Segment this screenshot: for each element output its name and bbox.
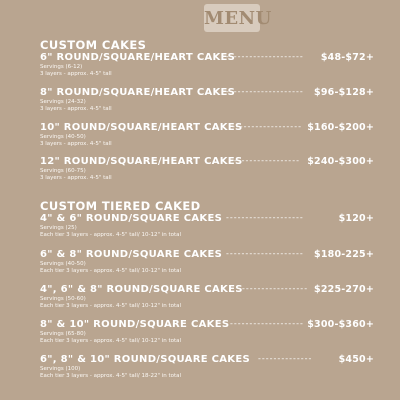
item-price: $300-$360+: [307, 319, 374, 330]
item-price: $450+: [338, 354, 374, 365]
item-price: $180-225+: [314, 249, 374, 260]
item-details: Each tier 3 layers - approx. 4-5" tall/ 10-12" in total: [40, 303, 182, 309]
item-name: 8" & 10" ROUND/SQUARE CAKES: [40, 319, 230, 330]
item-details: 3 layers - approx. 4-5" tall: [40, 71, 112, 77]
item-details: Each tier 3 layers - approx. 4-5" tall/ 10-12" in total: [40, 268, 182, 274]
item-price: $96-$128+: [314, 87, 374, 98]
dotted-leader: --------------------: [226, 87, 304, 96]
menu-heading: MENU: [204, 4, 260, 32]
menu-item: [40, 319, 374, 345]
menu-item: [40, 156, 374, 182]
item-price: $240-$300+: [307, 156, 374, 167]
item-details: 3 layers - approx. 4-5" tall: [40, 141, 112, 147]
dotted-leader: --------------------: [226, 213, 304, 222]
item-servings: Servings (6-12): [40, 64, 83, 70]
menu-item: [40, 87, 374, 113]
item-price: $120+: [338, 213, 374, 224]
item-details: Each tier 3 layers - approx. 4-5" tall/ 10-12" in total: [40, 232, 182, 238]
item-name: 4" & 6" ROUND/SQUARE CAKES: [40, 213, 223, 224]
item-details: Each tier 3 layers - approx. 4-5" tall/ 18-22" in total: [40, 373, 182, 379]
item-name: 10" ROUND/SQUARE/HEART CAKES: [40, 122, 243, 133]
item-name: 6", 8" & 10" ROUND/SQUARE CAKES: [40, 354, 250, 365]
dotted-leader: ------------------: [230, 156, 300, 165]
item-name: 6" ROUND/SQUARE/HEART CAKES: [40, 52, 236, 63]
dotted-leader: ------------------: [232, 122, 302, 131]
item-price: $160-$200+: [307, 122, 374, 133]
item-price: $225-270+: [314, 284, 374, 295]
menu-item: [40, 354, 374, 380]
menu-item: [40, 52, 374, 78]
item-servings: Servings (100): [40, 366, 81, 372]
menu-item: [40, 122, 374, 148]
menu-item: [40, 284, 374, 310]
menu-item: [40, 213, 374, 239]
item-name: 6" & 8" ROUND/SQUARE CAKES: [40, 249, 223, 260]
item-servings: Servings (40-50): [40, 261, 86, 267]
section-title-custom-cakes: CUSTOM CAKES: [40, 38, 147, 52]
item-servings: Servings (65-80): [40, 331, 86, 337]
item-name: 4", 6" & 8" ROUND/SQUARE CAKES: [40, 284, 243, 295]
section-title-custom-tiered: CUSTOM TIERED CAKED: [40, 199, 201, 213]
item-details: Each tier 3 layers - approx. 4-5" tall/ 10-12" in total: [40, 338, 182, 344]
dotted-leader: --------------: [258, 354, 313, 363]
item-price: $48-$72+: [320, 52, 374, 63]
item-servings: Servings (40-50): [40, 134, 86, 140]
item-name: 12" ROUND/SQUARE/HEART CAKES: [40, 156, 243, 167]
menu-item: [40, 249, 374, 275]
item-details: 3 layers - approx. 4-5" tall: [40, 106, 112, 112]
item-servings: Servings (50-60): [40, 296, 86, 302]
item-servings: Servings (25): [40, 225, 77, 231]
dotted-leader: --------------------: [226, 52, 304, 61]
dotted-leader: -----------------: [242, 284, 309, 293]
dotted-leader: -------------------: [230, 319, 304, 328]
item-servings: Servings (24-32): [40, 99, 86, 105]
item-name: 8" ROUND/SQUARE/HEART CAKES: [40, 87, 236, 98]
item-details: 3 layers - approx. 4-5" tall: [40, 175, 112, 181]
dotted-leader: --------------------: [226, 249, 304, 258]
item-servings: Servings (60-75): [40, 168, 86, 174]
